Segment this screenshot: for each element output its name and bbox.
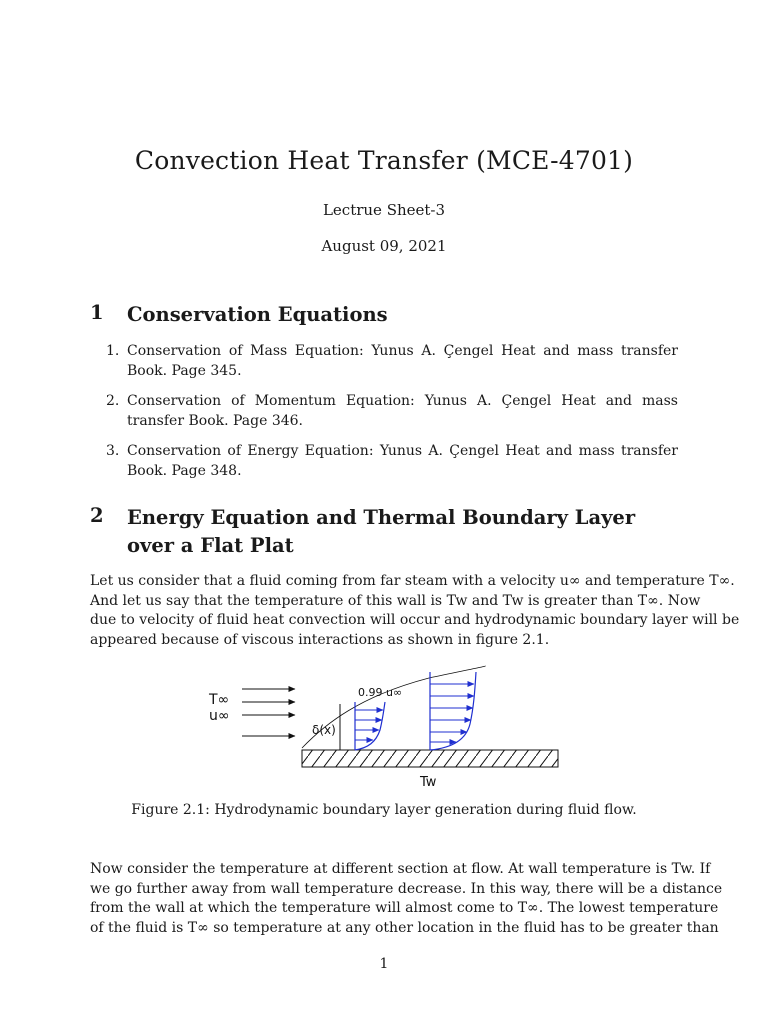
figure-caption: Figure 2.1: Hydrodynamic boundary layer generation during fluid flow. (131, 802, 637, 818)
list-item (90, 441, 678, 481)
document-title: Convection Heat Transfer (MCE-4701) (134, 146, 634, 175)
ninety-nine-label: 0.99 u∞ (358, 686, 403, 699)
velocity-profile-1 (355, 702, 385, 750)
list-item-number: 2. (106, 393, 120, 409)
document-subtitle: Lectrue Sheet-3 (322, 201, 446, 219)
section-number: 2 (90, 504, 104, 527)
delta-label: δ(x) (312, 723, 336, 737)
paragraph-line: appeared because of viscous interactions as shown in figure 2.1. (90, 631, 550, 648)
paragraph-line: And let us say that the temperature of this wall is Tw and Tw is greater than T∞. Now (90, 592, 701, 609)
freestream-arrows (242, 689, 295, 736)
paragraph-line: of the fluid is T∞ so temperature at any other location in the fluid has to be greater than (90, 919, 719, 936)
list-item-text: Conservation of Energy Equation: Yunus A. Çengel Heat and mass transfer Book. Page 348. (127, 443, 678, 479)
list-item (90, 341, 678, 381)
paragraph-line: Let us consider that a fluid coming from far steam with a velocity u∞ and temperature T∞. (90, 573, 735, 589)
section-title: Conservation Equations (127, 303, 388, 326)
list-item-text: Conservation of Mass Equation: Yunus A. Çengel Heat and mass transfer Book. Page 345. (127, 343, 678, 379)
u-infinity-label: u∞ (209, 708, 230, 724)
paragraph-line: Now consider the temperature at different section at flow. At wall temperature is Tw. If (90, 861, 711, 877)
paragraph-2 (90, 860, 723, 938)
paragraph-line: we go further away from wall temperature decrease. In this way, there will be a distance (90, 880, 723, 897)
list-item-number: 1. (106, 343, 120, 359)
section-title: Energy Equation and Thermal Boundary Layer over a Flat Plat (127, 506, 636, 557)
list-item-number: 3. (106, 443, 120, 459)
wall-temperature-label: Tw (420, 775, 437, 790)
flat-plate (302, 750, 558, 767)
document-date: August 09, 2021 (321, 237, 447, 255)
velocity-profile-2 (430, 672, 476, 750)
list-item (90, 391, 678, 431)
list-item-text: Conservation of Momentum Equation: Yunus A. Çengel Heat and mass transfer Book. Page 346. (127, 393, 678, 429)
paragraph-1 (90, 572, 740, 650)
section-number: 1 (90, 301, 104, 324)
boundary-layer-figure (200, 660, 570, 800)
page-number: 1 (379, 956, 389, 972)
t-infinity-label: T∞ (209, 692, 230, 708)
paragraph-line: due to velocity of fluid heat convection will occur and hydrodynamic boundary layer will be (90, 612, 740, 629)
paragraph-line: from the wall at which the temperature will almost come to T∞. The lowest temperature (90, 900, 719, 917)
